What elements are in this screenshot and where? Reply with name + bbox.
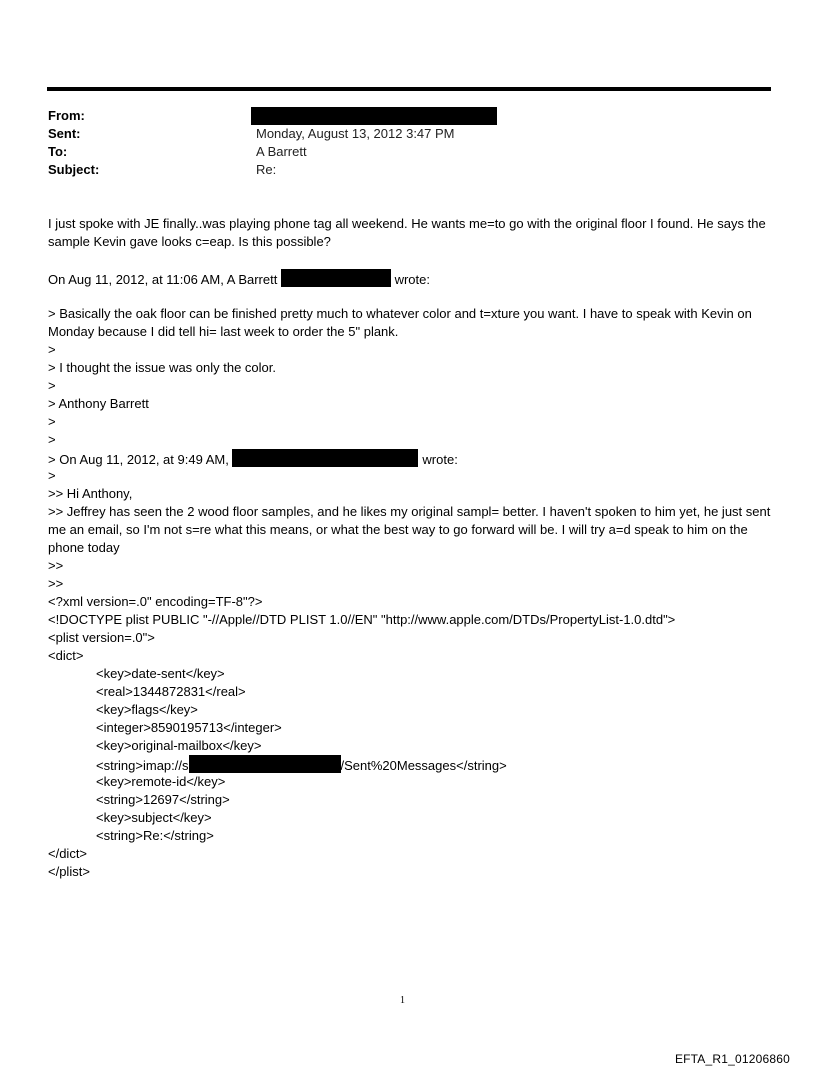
quote-marker: > — [48, 378, 56, 393]
quoted-signature: > Anthony Barrett — [48, 396, 149, 411]
xml-plist-close: </plist> — [48, 864, 90, 879]
quoted-greeting: >> Hi Anthony, — [48, 486, 133, 501]
from-label: From: — [48, 108, 85, 123]
xml-line: <real>1344872831</real> — [96, 684, 246, 699]
xml-line: <integer>8590195713</integer> — [96, 720, 282, 735]
xml-line: <key>date-sent</key> — [96, 666, 225, 681]
xml-line: <key>original-mailbox</key> — [96, 738, 262, 753]
quoted-attribution-line — [48, 449, 458, 469]
quote-marker: > — [48, 414, 56, 429]
xml-mailbox-line — [96, 755, 507, 775]
quoted-attribution-wrote: wrote: — [422, 452, 458, 467]
attribution-line — [48, 269, 430, 289]
redaction-box — [251, 107, 497, 125]
attribution-text: On Aug 11, 2012, at 11:06 AM, A Barrett — [48, 272, 281, 287]
quote-marker: > — [48, 432, 56, 447]
subject-value: Re: — [256, 162, 277, 177]
xml-declaration: <?xml version=.0" encoding=TF-8"?> — [48, 594, 263, 609]
xml-mailbox-prefix: <string>imap://s — [96, 758, 189, 773]
sent-label: Sent: — [48, 126, 81, 141]
sent-value: Monday, August 13, 2012 3:47 PM — [256, 126, 455, 141]
xml-doctype: <!DOCTYPE plist PUBLIC "-//Apple//DTD PLIST 1.0//EN" "http://www.apple.com/DTDs/PropertyList-1.0.dtd"> — [48, 612, 676, 627]
quote-marker: >> — [48, 576, 64, 591]
page-number: 1 — [400, 995, 405, 1006]
header-rule — [47, 87, 771, 91]
redaction-box — [232, 449, 418, 467]
xml-dict-open: <dict> — [48, 648, 84, 663]
xml-mailbox-suffix: /Sent%20Messages</string> — [340, 758, 507, 773]
attribution-wrote: wrote: — [390, 272, 430, 287]
quoted-paragraph-2: >> Jeffrey has seen the 2 wood floor samples, and he likes my original sampl= better. I haven't spoken to him yet, he just sent me an email, so I'm not s=re what this means, or what the best way to go forward will be. I will try a=d speak to him on the phone today — [48, 504, 771, 555]
from-value — [251, 107, 497, 127]
xml-plist-open: <plist version=.0"> — [48, 630, 155, 645]
quoted-attribution-text: > On Aug 11, 2012, at 9:49 AM, — [48, 452, 233, 467]
quote-marker: > — [48, 342, 56, 357]
xml-line: <string>12697</string> — [96, 792, 230, 807]
message-paragraph: I just spoke with JE finally..was playing phone tag all weekend. He wants me=to go with the original floor I found. He says the sample Kevin gave looks c=eap. Is this possible? — [48, 216, 766, 249]
bates-stamp: EFTA_R1_01206860 — [674, 1052, 790, 1066]
xml-line: <key>subject</key> — [96, 810, 212, 825]
quote-marker: >> — [48, 558, 64, 573]
quoted-line: > I thought the issue was only the color. — [48, 360, 277, 375]
xml-line: <key>remote-id</key> — [96, 774, 226, 789]
to-label: To: — [48, 144, 68, 159]
xml-line: <string>Re:</string> — [96, 828, 214, 843]
quoted-paragraph: > Basically the oak floor can be finished pretty much to whatever color and t=xture you want. I have to speak with Kevin on Monday because I did tell hi= last week to order the 5" plank. — [48, 306, 752, 339]
subject-label: Subject: — [48, 162, 100, 177]
xml-dict-close: </dict> — [48, 846, 88, 861]
redaction-box — [189, 755, 341, 773]
xml-line: <key>flags</key> — [96, 702, 198, 717]
to-value: A Barrett — [256, 144, 307, 159]
redaction-box — [281, 269, 391, 287]
quote-marker: > — [48, 468, 56, 483]
